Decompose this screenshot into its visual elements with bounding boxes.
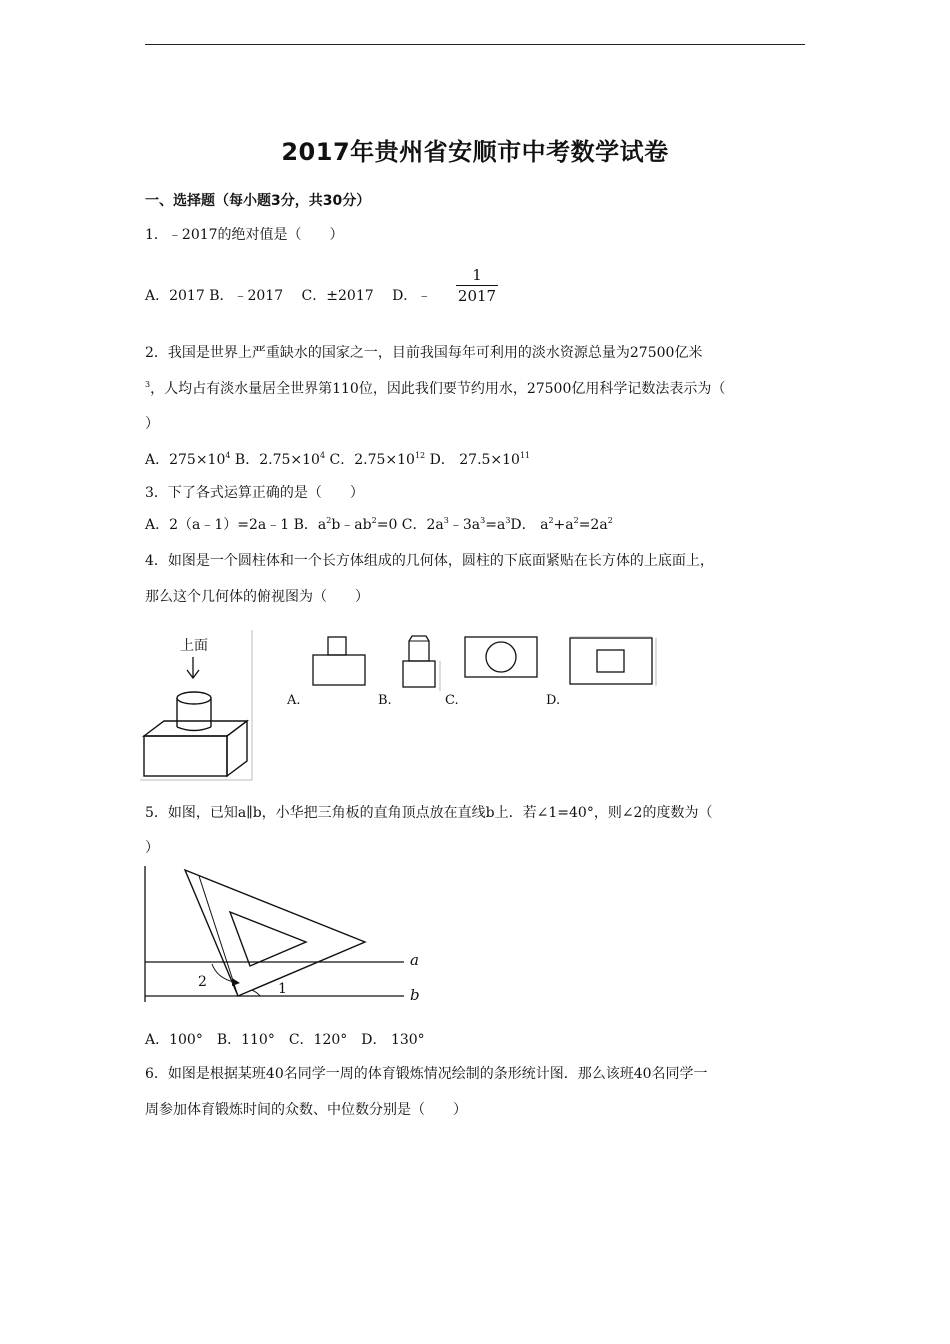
cylinder-shape — [177, 692, 211, 731]
exponent: 2 — [371, 516, 377, 525]
q1-stem: 1．﹣2017的绝对值是（ ） — [145, 227, 344, 243]
q4-option-c-figure[interactable] — [462, 635, 542, 681]
q2-option-b: B．2.75×10 — [230, 452, 320, 468]
q3-text: =2a — [578, 517, 608, 533]
q4-option-b-figure[interactable] — [400, 633, 444, 691]
q2-option-a: A．275×10 — [145, 452, 226, 468]
angle-1-label: 1 — [278, 981, 287, 997]
box-shape — [144, 721, 247, 776]
q2-options — [145, 449, 530, 469]
exponent: 2 — [548, 516, 554, 525]
set-square-shape — [185, 870, 365, 996]
q4-option-d-figure[interactable] — [566, 634, 660, 690]
q3-stem: 3．下了各式运算正确的是（ ） — [145, 485, 364, 501]
q5-options: A．100° B．110° C．120° D． 130° — [145, 1032, 425, 1048]
q4-line1: 4．如图是一个圆柱体和一个长方体组成的几何体，圆柱的下底面紧贴在长方体的上底面上， — [145, 553, 714, 569]
q3-text: ﹣3a — [448, 517, 481, 533]
q2-line2 — [145, 378, 725, 398]
exponent: 2 — [326, 516, 332, 525]
superscript: 3 — [145, 380, 151, 389]
exponent: 2 — [607, 516, 613, 525]
exponent: 4 — [319, 451, 326, 460]
exponent: 11 — [519, 451, 531, 460]
q2-line1: 2．我国是世界上严重缺水的国家之一，目前我国每年可利用的淡水资源总量为27500亿米 — [145, 345, 703, 361]
q4-label-d: D. — [546, 693, 561, 708]
exponent: 12 — [414, 451, 426, 460]
angle-2-label: 2 — [198, 974, 207, 990]
figure-label: 上面 — [180, 638, 208, 654]
fraction-numerator: 1 — [472, 266, 482, 284]
q5-triangle-figure — [142, 862, 442, 1006]
arrow-down-icon — [187, 657, 199, 678]
q3-options — [145, 514, 613, 534]
q3-text: D． a — [510, 517, 549, 533]
q4-solid-figure — [140, 630, 260, 782]
q5-line2: ） — [145, 840, 159, 856]
q4-label-a: A. — [287, 693, 301, 708]
q6-line2: 周参加体育锻炼时间的众数、中位数分别是（ ） — [145, 1102, 467, 1118]
exponent: 2 — [573, 516, 579, 525]
exponent: 4 — [225, 451, 231, 460]
page-title: 2017年贵州省安顺市中考数学试卷 — [281, 138, 669, 166]
q5-line1: 5．如图，已知a∥b，小华把三角板的直角顶点放在直线b上．若∠1=40°，则∠2的度数为（ — [145, 805, 713, 821]
section-heading: 一、选择题（每小题3分，共30分） — [145, 193, 371, 209]
q1-fraction — [455, 265, 499, 306]
header-rule — [145, 44, 805, 45]
q1-options: A．2017 B．﹣2017 C．±2017 D．﹣ — [145, 288, 432, 304]
fraction-denominator: 2017 — [457, 287, 497, 305]
q2-line3: ） — [145, 416, 159, 432]
q6-line1: 6．如图是根据某班40名同学一周的体育锻炼情况绘制的条形统计图．那么该班40名同学一 — [145, 1066, 708, 1082]
q3-text: A．2（a﹣1）=2a﹣1 B．a — [145, 517, 327, 533]
label-b: b — [410, 986, 420, 1004]
q3-text: =a — [485, 517, 506, 533]
exponent: 3 — [443, 516, 449, 525]
q3-text: b﹣ab — [331, 517, 372, 533]
q3-text: =0 C．2a — [376, 517, 444, 533]
q3-text: +a — [553, 517, 574, 533]
exponent: 3 — [505, 516, 511, 525]
exponent: 3 — [480, 516, 486, 525]
q2-option-c: C．2.75×10 — [325, 452, 415, 468]
q4-label-c: C. — [445, 693, 459, 708]
q4-option-a-figure[interactable] — [310, 635, 370, 691]
label-a: a — [410, 951, 419, 969]
q2-line2-text: ，人均占有淡水量居全世界第110位，因此我们要节约用水，27500亿用科学记数法表示为（ — [150, 381, 726, 397]
q2-option-d: D． 27.5×10 — [425, 452, 520, 468]
q4-line2: 那么这个几何体的俯视图为（ ） — [145, 589, 369, 605]
q4-label-b: B. — [378, 693, 392, 708]
